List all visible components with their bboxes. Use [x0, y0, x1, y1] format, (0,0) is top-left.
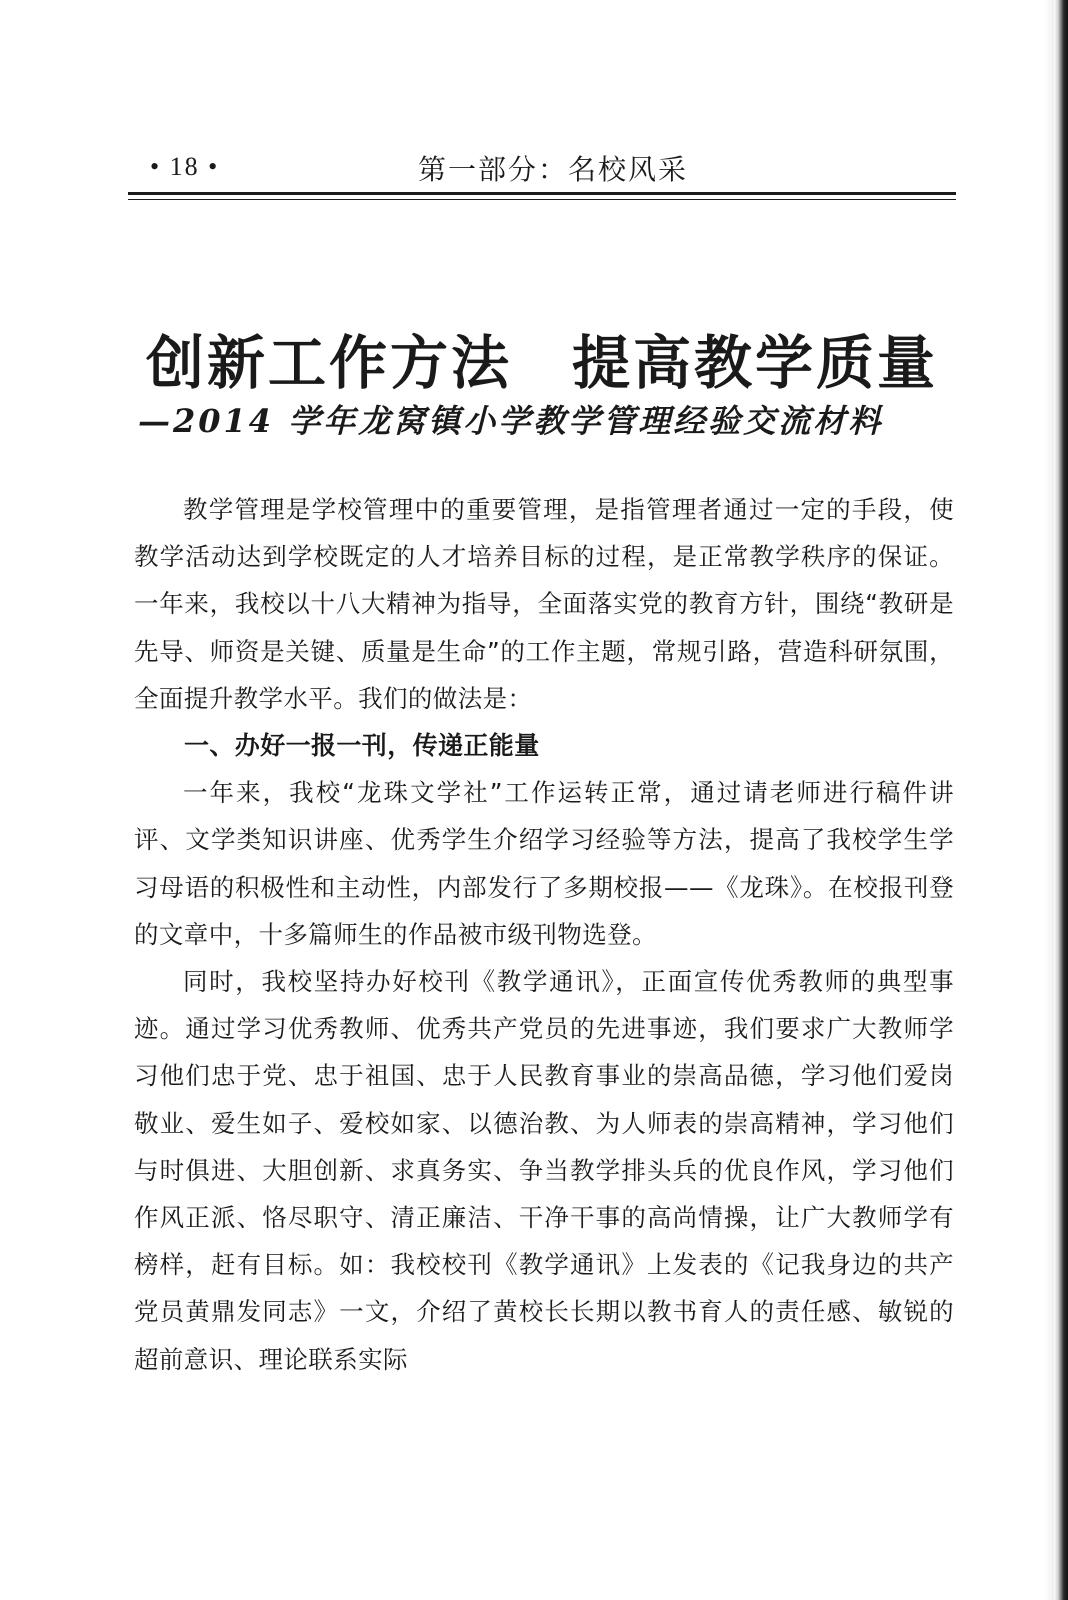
section1-paragraph-2: 同时，我校坚持办好校刊《教学通讯》，正面宣传优秀教师的典型事迹。通过学习优秀教师、优秀共产党员的先进事迹，我们要求广大教师学习他们忠于党、忠于祖国、忠于人民教育事业的崇高品德，学习他们爱岗敬业、爱生如子、爱校如家、以德治教、为人师表的崇高精神，学习他们与时俱进、大胆创新、求真务实、争当教学排头兵的优良作风，学习他们作风正派、恪尽职守、清正廉洁、干净干事的高尚情操，让广大教师学有榜样，赶有目标。如：我校校刊《教学通讯》上发表的《记我身边的共产党员黄鼎发同志》一文，介绍了黄校长长期以教书育人的责任感、敏锐的超前意识、理论联系实际 [134, 967, 954, 1374]
intro-paragraph: 教学管理是学校管理中的重要管理，是指管理者通过一定的手段，使教学活动达到学校既定的人才培养目标的过程，是正常教学秩序的保证。一年来，我校以十八大精神为指导，全面落实党的教育方针，围绕“教研是先导、师资是关键、质量是生命”的工作主题，常规引路，营造科研氛围，全面提升教学水平。我们的做法是： [134, 495, 954, 713]
header-rule-thick [128, 192, 956, 195]
article-title [128, 316, 956, 400]
article-title-part2: 提高教学质量 [572, 329, 939, 397]
section1-paragraph-1: 一年来，我校“龙珠文学社”工作运转正常，通过请老师进行稿件讲评、文学类知识讲座、优秀学生介绍学习经验等方法，提高了我校学生学习母语的积极性和主动性，内部发行了多期校报——《龙珠》。在校报刊登的文章中，十多篇师生的作品被市级刊物选登。 [134, 778, 954, 949]
article-subtitle: —2014 学年龙窝镇小学教学管理经验交流材料 [138, 402, 884, 440]
running-header [128, 148, 956, 188]
page-edge [1054, 0, 1068, 1600]
section-name: 第一部分：名校风采 [418, 153, 689, 186]
section1-heading: 一、办好一报一刊，传递正能量 [184, 731, 540, 761]
page-number: • 18 • [150, 152, 220, 181]
article-title-part1: 创新工作方法 [145, 329, 512, 397]
article-body [134, 486, 954, 1383]
header-rule-thin [128, 199, 956, 200]
page-edge-shadow [1044, 0, 1054, 1600]
